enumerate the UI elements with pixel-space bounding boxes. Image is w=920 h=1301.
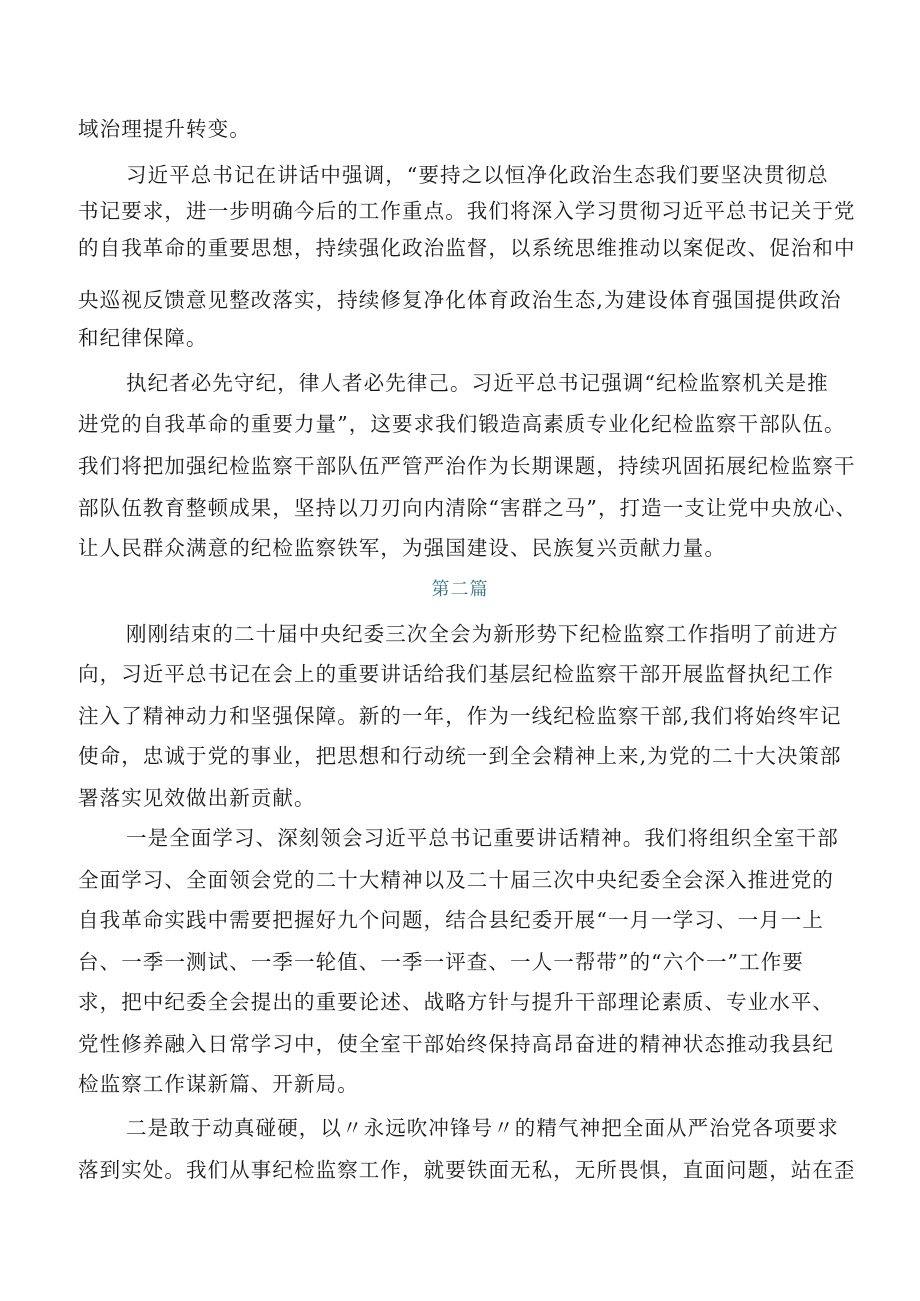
text-line: 刚刚结束的二十届中央纪委三次全会为新形势下纪检监察工作指明了前进方 xyxy=(126,622,839,646)
text-line: 署落实见效做出新贡献。 xyxy=(78,786,316,810)
text-line: 检监察工作谋新篇、开新局。 xyxy=(78,1072,359,1096)
text-line: 部队伍教育整顿成果，坚持以刀刃向内清除“害群之马”，打造一支让党中央放心、 xyxy=(78,496,858,520)
section-heading: 第二篇 xyxy=(431,579,489,600)
text-line: 书记要求，进一步明确今后的工作重点。我们将深入学习贯彻习近平总书记关于党 xyxy=(78,199,856,223)
text-line: 台、一季一测试、一季一轮值、一季一评查、一人一帮带”的“六个一”工作要 xyxy=(78,950,804,974)
text-line: 习近平总书记在讲话中强调，“要持之以恒净化政治生态我们要坚决贯彻总 xyxy=(126,163,829,187)
text-line: 我们将把加强纪检监察干部队伍严管严治作为长期课题，持续巩固拓展纪检监察干 xyxy=(78,454,856,478)
text-line: 向，习近平总书记在会上的重要讲话给我们基层纪检监察干部开展监督执纪工作 xyxy=(78,662,834,686)
text-line: 进党的自我革命的重要力量”，这要求我们锻造高素质专业化纪检监察干部队伍。 xyxy=(78,412,846,436)
text-line: 使命，忠诚于党的事业，把思想和行动统一到全会精神上来,为党的二十大决策部 xyxy=(78,744,842,768)
text-line: 域治理提升转变。 xyxy=(78,117,251,141)
text-line: 执纪者必先守纪，律人者必先律己。习近平总书记强调“纪检监察机关是推 xyxy=(126,371,829,395)
text-line: 落到实处。我们从事纪检监察工作，就要铁面无私，无所畏惧，直面问题，站在歪 xyxy=(78,1158,856,1182)
text-line: 自我革命实践中需要把握好九个问题，结合县纪委开展“一月一学习、一月一上 xyxy=(78,908,824,932)
text-line: 让人民群众满意的纪检监察铁军，为强国建设、民族复兴贡献力量。 xyxy=(78,536,726,560)
text-line: 央巡视反馈意见整改落实，持续修复净化体育政治生态,为建设体育强国提供政治 xyxy=(78,288,842,312)
text-line: 的自我革命的重要思想，持续强化政治监督，以系统思维推动以案促改、促治和中 xyxy=(78,236,856,260)
text-line: 党性修养融入日常学习中，使全室干部始终保持高昂奋进的精神状态推动我县纪 xyxy=(78,1032,834,1056)
text-line: 全面学习、全面领会党的二十大精神以及二十届三次中央纪委全会深入推进党的 xyxy=(78,868,834,892)
text-line: 求，把中纪委全会提出的重要论述、战略方针与提升干部理论素质、专业水平、 xyxy=(78,990,834,1014)
text-line: 和纪律保障。 xyxy=(78,326,208,350)
text-line: 一是全面学习、深刻领会习近平总书记重要讲话精神。我们将组织全室干部 xyxy=(126,826,839,850)
text-line: 二是敢于动真碰硬，以〃永远吹冲锋号〃的精气神把全面从严治党各项要求 xyxy=(126,1116,839,1140)
text-line: 注入了精神动力和坚强保障。新的一年，作为一线纪检监察干部,我们将始终牢记 xyxy=(78,704,842,728)
